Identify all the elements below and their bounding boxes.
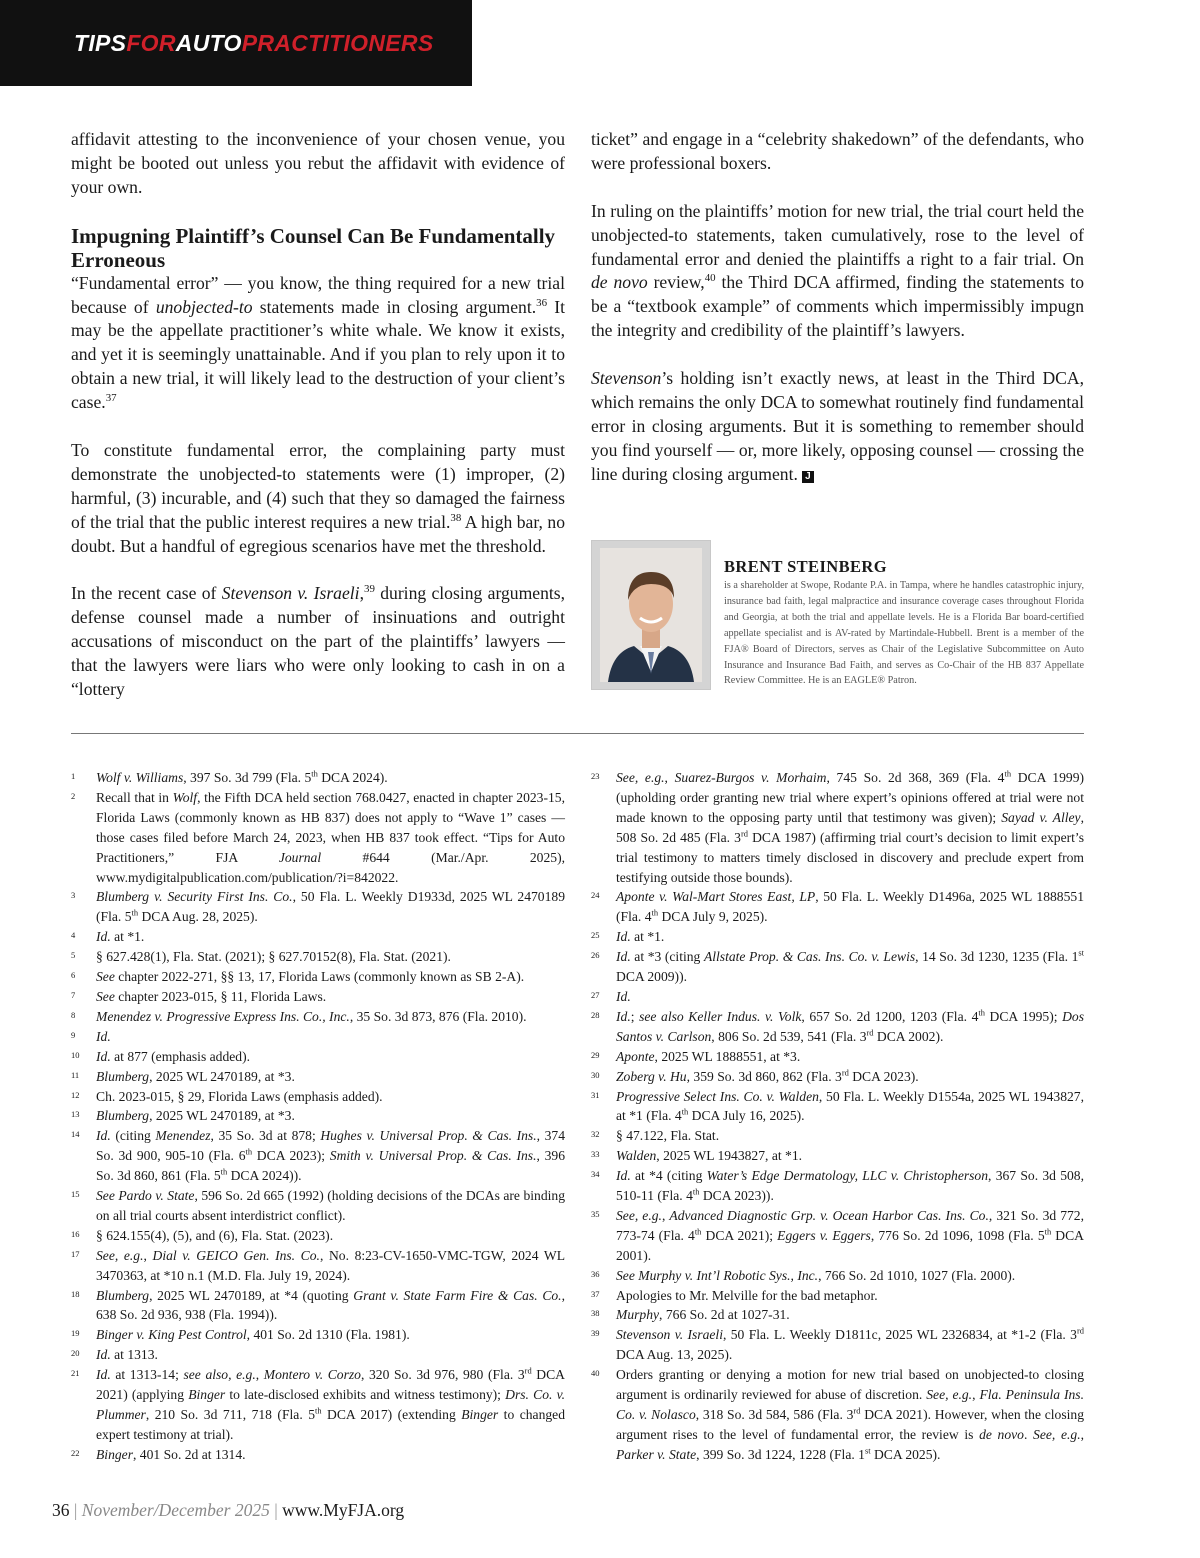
footnote-number: 15 xyxy=(71,1189,80,1200)
footnote-number: 2 xyxy=(71,790,76,801)
footnote-text: Blumberg v. Security First Ins. Co., 50 Fla. L. Weekly D1933d, 2025 WL 2470189 (Fla. 5th DCA Aug. 28, 2025). xyxy=(96,889,565,925)
footnote-text: Murphy, 766 So. 2d at 1027-31. xyxy=(616,1307,790,1323)
footnote xyxy=(71,1445,565,1465)
paragraph: ticket” and engage in a “celebrity shakedown” of the defendants, who were professional boxers. xyxy=(591,129,1084,173)
footnote-number: 18 xyxy=(71,1288,80,1299)
footnote-text: Ch. 2023-015, § 29, Florida Laws (emphasis added). xyxy=(96,1088,383,1104)
footnote-number: 40 xyxy=(591,1368,600,1379)
article-column-left xyxy=(71,128,565,702)
paragraph: affidavit attesting to the inconvenience of your chosen venue, you might be booted out unless you rebut the affidavit with evidence of your own. xyxy=(71,129,565,197)
footnote-number: 9 xyxy=(71,1029,76,1040)
paragraph: “Fundamental error” — you know, the thing required for a new trial because of unobjected-to statements made in closing argument.$^{36}$ It may be the appellate practitioner’s white whale. We know it exists, and yet it is seemingly unattainable. And if you plan to rely upon it to obtain a new trial, it will likely lead to the destruction of your client’s case.$^{37}$ xyxy=(71,272,565,413)
footnote-text: Apologies to Mr. Melville for the bad metaphor. xyxy=(616,1287,878,1303)
footnote xyxy=(591,768,1084,887)
footnote xyxy=(71,1286,565,1326)
article-column-right xyxy=(591,128,1084,487)
footnote-number: 25 xyxy=(591,930,600,941)
footnote-number: 4 xyxy=(71,930,76,941)
section-title xyxy=(74,30,433,57)
footnote-number: 12 xyxy=(71,1089,80,1100)
banner-word-auto: AUTO xyxy=(175,30,242,56)
footnote-text: Id.; see also Keller Indus. v. Volk, 657 So. 2d 1200, 1203 (Fla. 4th DCA 1995); Dos Santos v. Carlson, 806 So. 2d 539, 541 (Fla. 3rd DCA 2002). xyxy=(616,1007,1084,1044)
footnote-number: 14 xyxy=(71,1129,80,1140)
footnote-number: 23 xyxy=(591,771,600,781)
footnote-text: See, e.g., Suarez-Burgos v. Morhaim, 745 So. 2d 368, 369 (Fla. 4th DCA 1999) (upholding order granting new trial where expert’s opinions offered at trial were not made known to the opposing party until that testimony was given); Sayad v. Alley, 508 So. 2d 485 (Fla. 3rd DCA 1987) (affirming trial court’s decision to limit expert’s trial testimony to matters timely disclosed in discovery and preclude expert from testifying outside those bounds). xyxy=(616,768,1085,885)
footnote-divider xyxy=(71,733,1084,734)
footnote-text: Recall that in Wolf, the Fifth DCA held section 768.0427, enacted in chapter 2023-15, Florida Laws (commonly known as HB 837) does not apply to “Wave 1” cases — those cases filed before March 24, 2023, when HB 837 took effect. “Tips for Auto Practitioners,” FJA Journal #644 (Mar./Apr. 2025), www.mydigitalpublication.com/publication/?i=842022. xyxy=(96,789,565,885)
footnote xyxy=(71,887,565,927)
footnote-number: 19 xyxy=(71,1328,80,1339)
footnote xyxy=(71,1345,565,1365)
footnote-number: 32 xyxy=(591,1129,600,1140)
end-of-article-mark: J xyxy=(802,471,814,483)
footnote xyxy=(591,1087,1084,1127)
section-banner xyxy=(0,0,472,86)
website-link[interactable]: www.MyFJA.org xyxy=(282,1500,405,1520)
footnote-number: 16 xyxy=(71,1228,80,1239)
footnotes-left xyxy=(71,768,565,1465)
banner-word-for: FOR xyxy=(126,30,176,56)
footnote xyxy=(71,768,565,788)
footnote-text: Orders granting or denying a motion for new trial based on unobjected-to closing argument is ordinarily reviewed for abuse of discretion. See, e.g., Fla. Peninsula Ins. Co. v. Nolasco, 318 So. 3d 584, 586 (Fla. 3rd DCA 2021). However, when the closing argument rises to the level of fundamental error, the review is de novo. See, e.g., Parker v. State, 399 So. 3d 1224, 1228 (Fla. 1st DCA 2025). xyxy=(616,1367,1085,1462)
footnote-text: Id. xyxy=(616,988,631,1004)
footnote xyxy=(591,987,1084,1007)
footnote-number: 36 xyxy=(591,1268,600,1279)
footnote-number: 21 xyxy=(71,1368,80,1379)
author-photo xyxy=(591,540,711,690)
footnote-text: Id. at *3 (citing Allstate Prop. & Cas. Ins. Co. v. Lewis, 14 So. 3d 1230, 1235 (Fla. 1st DCA 2009)). xyxy=(616,947,1085,985)
footnote-text: See, e.g., Dial v. GEICO Gen. Ins. Co., No. 8:23-CV-1650-VMC-TGW, 2024 WL 3470363, at *10 n.1 (M.D. Fla. July 19, 2024). xyxy=(96,1247,566,1283)
footnote xyxy=(591,1206,1084,1266)
footnote-text: Binger, 401 So. 2d at 1314. xyxy=(96,1446,246,1462)
footnote xyxy=(591,1305,1084,1325)
footnote-number: 28 xyxy=(591,1009,600,1020)
footnote xyxy=(591,1365,1084,1465)
footnote xyxy=(71,947,565,967)
footnote-text: Id. at *4 (citing Water’s Edge Dermatology, LLC v. Christopherson, 367 So. 3d 508, 510-11 (Fla. 4th DCA 2023)). xyxy=(616,1168,1084,1204)
footnotes-right xyxy=(591,768,1084,1465)
footnote xyxy=(71,927,565,947)
footnote-text: See Murphy v. Int’l Robotic Sys., Inc., 766 So. 2d 1010, 1027 (Fla. 2000). xyxy=(616,1267,1016,1283)
paragraph xyxy=(591,367,1084,487)
footnote-number: 17 xyxy=(71,1248,80,1259)
footnote xyxy=(71,1365,565,1445)
footnote xyxy=(71,1226,565,1246)
footnote-text: Id. at 1313-14; see also, e.g., Montero v. Corzo, 320 So. 3d 976, 980 (Fla. 3rd DCA 2021) (applying Binger to late-disclosed exhibits and witness testimony); Drs. Co. v. Plummer, 210 So. 3d 711, 718 (Fla. 5th DCA 2017) (extending Binger to changed expert testimony at trial). xyxy=(96,1365,566,1442)
footnote-text: Menendez v. Progressive Express Ins. Co., Inc., 35 So. 3d 873, 876 (Fla. 2010). xyxy=(96,1008,527,1024)
footnote-number: 13 xyxy=(71,1109,80,1120)
footnote xyxy=(591,1007,1084,1047)
footnote-number: 37 xyxy=(591,1288,600,1299)
footnote-number: 29 xyxy=(591,1049,600,1060)
paragraph-text: Stevenson’s holding isn’t exactly news, at least in the Third DCA, which remains the only DCA to somewhat routinely find fundamental error in closing arguments. But it is something to remember should you find yourself — or, more likely, opposing counsel — crossing the line during closing argument. xyxy=(591,368,1084,484)
footnote xyxy=(591,1325,1084,1365)
footnote-text: § 627.428(1), Fla. Stat. (2021); § 627.70152(8), Fla. Stat. (2021). xyxy=(96,949,451,965)
footnote xyxy=(591,1067,1084,1087)
footnote-number: 26 xyxy=(591,950,600,961)
footnote-text: Id. xyxy=(96,1028,111,1044)
footnote xyxy=(591,947,1084,987)
footnote-text: See chapter 2022-271, §§ 13, 17, Florida Laws (commonly known as SB 2-A). xyxy=(96,969,525,985)
footnote-number: 6 xyxy=(71,970,76,981)
footnote-number: 11 xyxy=(71,1069,80,1080)
section-heading: Impugning Plaintiff’s Counsel Can Be Fundamentally Erroneous xyxy=(71,223,556,272)
footnote-number: 3 xyxy=(71,890,76,901)
footnote xyxy=(71,987,565,1007)
issue-date: November/December 2025 xyxy=(81,1500,270,1520)
footnote-text: Id. at 1313. xyxy=(96,1347,158,1363)
page-footer xyxy=(52,1500,404,1521)
author-name: BRENT STEINBERG xyxy=(724,557,887,576)
footnote-number: 34 xyxy=(591,1169,600,1180)
footnote-text: Id. (citing Menendez, 35 So. 3d at 878; Hughes v. Universal Prop. & Cas. Ins., 374 So. 3d 900, 905-10 (Fla. 6th DCA 2023); Smith v. Universal Prop. & Cas. Ins., 396 So. 3d 860, 861 (Fla. 5th DCA 2024)). xyxy=(96,1128,566,1184)
footnote-text: Id. at *1. xyxy=(96,929,145,945)
banner-word-practitioners: PRACTITIONERS xyxy=(241,30,434,56)
footnote-number: 39 xyxy=(591,1328,600,1339)
footer-separator: | xyxy=(274,1500,278,1520)
footnote-text: Progressive Select Ins. Co. v. Walden, 50 Fla. L. Weekly D1554a, 2025 WL 1943827, at *1 (Fla. 4th DCA July 16, 2025). xyxy=(616,1088,1084,1124)
footnote xyxy=(591,887,1084,927)
author-portrait-icon xyxy=(600,548,702,682)
footnote-number: 7 xyxy=(71,989,76,1000)
footnote-text: Aponte v. Wal-Mart Stores East, LP, 50 Fla. L. Weekly D1496a, 2025 WL 1888551 (Fla. 4th DCA July 9, 2025). xyxy=(616,889,1084,925)
footnote xyxy=(71,1325,565,1345)
footnote xyxy=(71,1047,565,1067)
footnote-text: See chapter 2023-015, § 11, Florida Laws. xyxy=(96,988,327,1004)
footnote-number: 10 xyxy=(71,1049,80,1060)
footnote xyxy=(591,1266,1084,1286)
footnote-number: 31 xyxy=(591,1089,600,1100)
footnote-text: Blumberg, 2025 WL 2470189, at *3. xyxy=(96,1108,295,1124)
footnote-text: Aponte, 2025 WL 1888551, at *3. xyxy=(616,1048,801,1064)
footnote-number: 38 xyxy=(591,1308,600,1319)
footnote xyxy=(71,1246,565,1286)
footnote xyxy=(71,1126,565,1186)
footnote xyxy=(591,1146,1084,1166)
footnote-text: Zoberg v. Hu, 359 So. 3d 860, 862 (Fla. 3rd DCA 2023). xyxy=(616,1067,919,1084)
footnote xyxy=(71,788,565,888)
footnote-number: 22 xyxy=(71,1447,80,1458)
footnote xyxy=(71,1067,565,1087)
paragraph: To constitute fundamental error, the complaining party must demonstrate the unobjected-to statements were (1) improper, (2) harmful, (3) incurable, and (4) such that they so damaged the fairness of the trial that the public interest requires a new trial.$^{38}$ A high bar, no doubt. But a handful of egregious scenarios have met the threshold. xyxy=(71,439,565,556)
footnote-text: Blumberg, 2025 WL 2470189, at *4 (quoting Grant v. State Farm Fire & Cas. Co., 638 So. 2d 936, 938 (Fla. 1994)). xyxy=(96,1287,565,1323)
footnote xyxy=(71,1186,565,1226)
footnote-number: 30 xyxy=(591,1069,600,1080)
footnote xyxy=(71,967,565,987)
author-description: is a shareholder at Swope, Rodante P.A. in Tampa, where he handles catastrophic injury, insurance bad faith, legal malpractice and insurance coverage cases throughout Florida and Georgia, at both the trial and appellate levels. He is a Florida Bar board-certified appellate specialist and is AV-rated by Martindale-Hubbell. Brent is a member of the FJA® Board of Directors, serves as Chair of the Legislative Subcommittee on Auto Insurance and Insurance Bad Faith, and serves as Co-Chair of the HB 837 Appellate Review Committee. He is an EAGLE® Patron. xyxy=(724,580,1084,687)
footnote xyxy=(591,1126,1084,1146)
paragraph: In the recent case of Stevenson v. Israeli,$^{39}$ during closing arguments, defense counsel made a number of insinuations and outright accusations of misconduct on the part of the plaintiffs’ lawyers — that the lawyers were liars who were only looking to cash in on a “lottery xyxy=(71,583,566,699)
footnote-text: See, e.g., Advanced Diagnostic Grp. v. Ocean Harbor Cas. Ins. Co., 321 So. 3d 772, 773-74 (Fla. 4th DCA 2021); Eggers v. Eggers, 776 So. 2d 1096, 1098 (Fla. 5th DCA 2001). xyxy=(616,1207,1084,1263)
footer-separator: | xyxy=(73,1500,78,1520)
footnote-text: Stevenson v. Israeli, 50 Fla. L. Weekly D1811c, 2025 WL 2326834, at *1-2 (Fla. 3rd DCA Aug. 13, 2025). xyxy=(616,1325,1084,1363)
footnote-number: 24 xyxy=(591,890,600,901)
page-number: 36 xyxy=(52,1500,70,1520)
footnote-text: Binger v. King Pest Control, 401 So. 2d 1310 (Fla. 1981). xyxy=(96,1327,410,1343)
footnote xyxy=(71,1007,565,1027)
footnote-number: 8 xyxy=(71,1009,76,1020)
footnote-number: 35 xyxy=(591,1208,600,1219)
footnote-number: 33 xyxy=(591,1149,600,1160)
footnote-text: See Pardo v. State, 596 So. 2d 665 (1992) (holding decisions of the DCAs are binding on all trial courts absent interdistrict conflict). xyxy=(96,1188,565,1223)
footnote-text: § 47.122, Fla. Stat. xyxy=(616,1128,720,1144)
footnote-text: Walden, 2025 WL 1943827, at *1. xyxy=(616,1148,803,1164)
footnote-text: Wolf v. Williams, 397 So. 3d 799 (Fla. 5th DCA 2024). xyxy=(96,768,388,785)
footnote-text: § 624.155(4), (5), and (6), Fla. Stat. (2023). xyxy=(96,1227,334,1243)
footnote xyxy=(591,1047,1084,1067)
paragraph: In ruling on the plaintiffs’ motion for new trial, the trial court held the unobjected-to statements, taken cumulatively, rose to the level of fundamental error and denied the plaintiffs a right to a fair trial. On de novo review,$^{40}$ the Third DCA affirmed, finding the statements to be a “textbook example” of comments which impermissibly impugn the integrity and credibility of the plaintiff’s lawyers. xyxy=(591,200,1084,341)
footnote-number: 20 xyxy=(71,1348,80,1359)
banner-word-tips: TIPS xyxy=(74,30,127,56)
footnote-number: 27 xyxy=(591,989,600,1000)
footnote-number: 1 xyxy=(71,771,76,781)
footnote xyxy=(591,927,1084,947)
footnote-number: 5 xyxy=(71,950,76,961)
footnote xyxy=(71,1106,565,1126)
author-bio xyxy=(591,540,1084,692)
footnote-text: Id. at *1. xyxy=(616,929,665,945)
footnote xyxy=(71,1087,565,1107)
footnote xyxy=(591,1166,1084,1206)
footnote-text: Blumberg, 2025 WL 2470189, at *3. xyxy=(96,1068,295,1084)
footnote xyxy=(591,1286,1084,1306)
footnote-text: Id. at 877 (emphasis added). xyxy=(96,1048,251,1064)
footnote xyxy=(71,1027,565,1047)
